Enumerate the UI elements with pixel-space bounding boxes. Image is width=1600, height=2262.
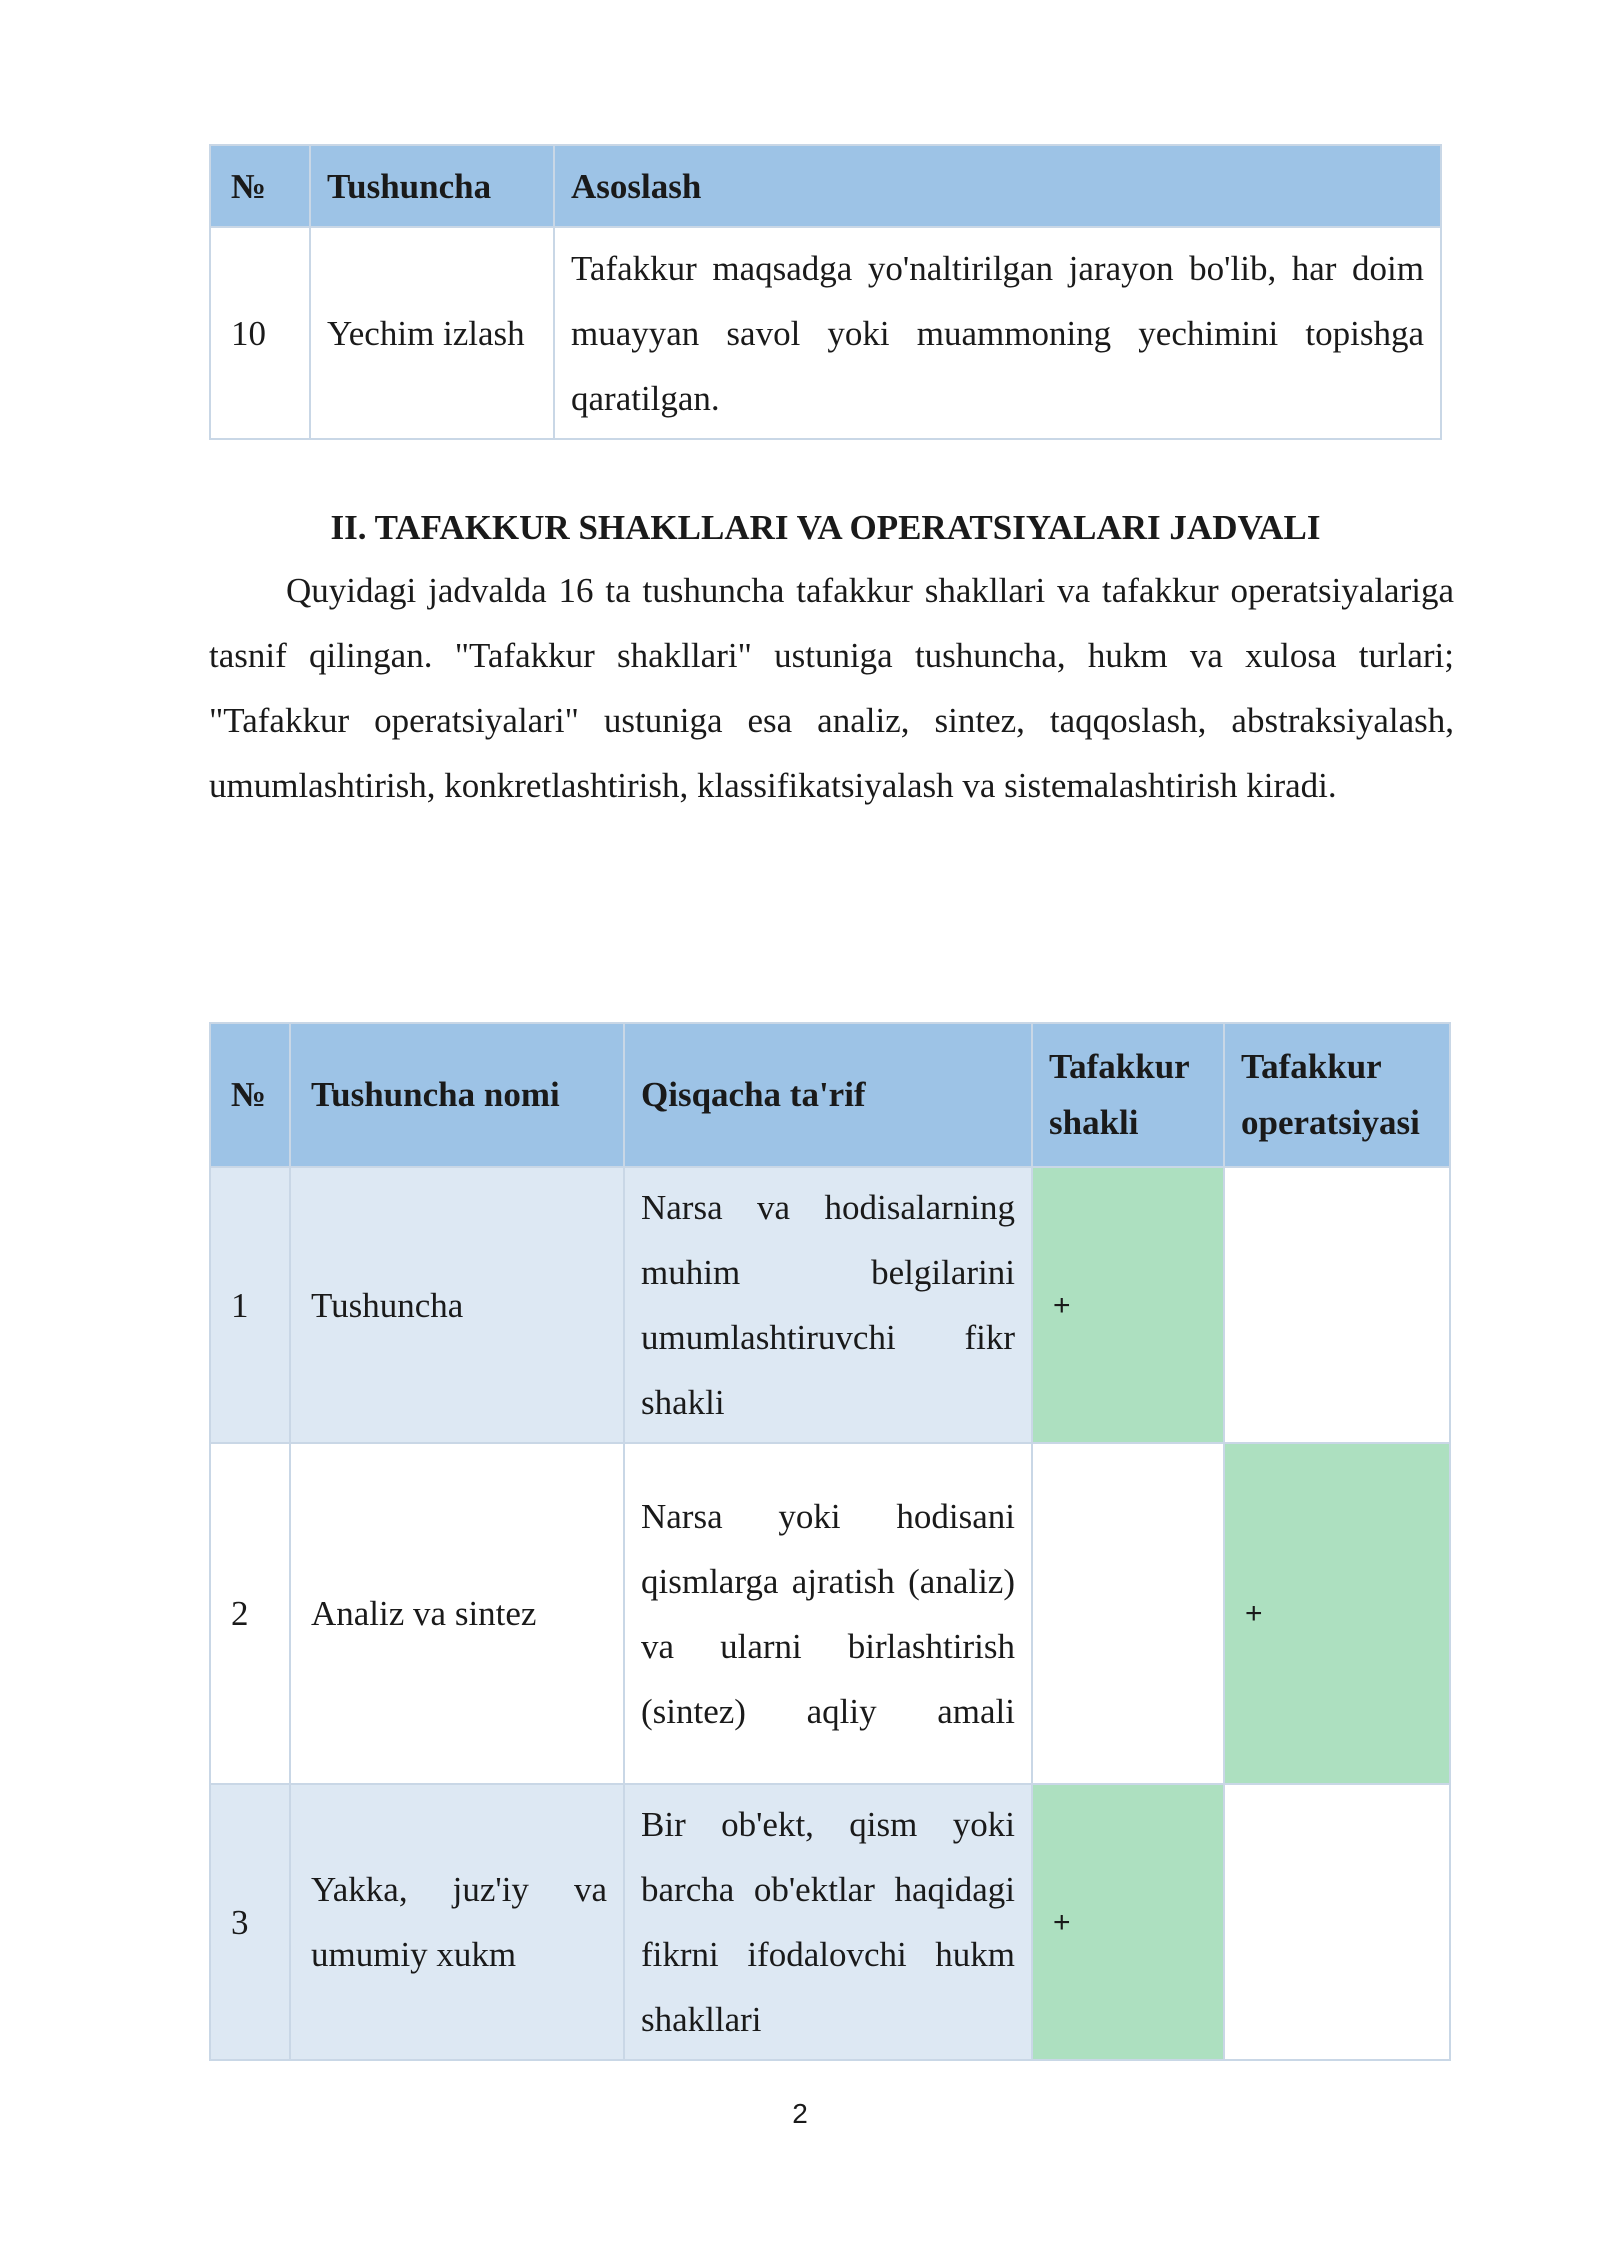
row-number: 3 <box>210 1784 290 2060</box>
column-header-term: Tushuncha <box>310 145 554 227</box>
column-header-justification: Asoslash <box>554 145 1441 227</box>
column-header-concept-name: Tushuncha nomi <box>290 1023 624 1167</box>
row-term: Yechim izlash <box>310 227 554 439</box>
column-header-definition: Qisqacha ta'rif <box>624 1023 1032 1167</box>
table-row <box>210 227 1441 439</box>
row-justification: Tafakkur maqsadga yo'naltirilgan jarayon bo'lib, har doim muayyan savol yoki muammoning yechimini topishga qaratilgan. <box>554 227 1441 439</box>
table-header-row <box>210 145 1441 227</box>
column-header-thinking-form: Tafakkur shakli <box>1032 1023 1224 1167</box>
thinking-forms-table <box>209 1022 1451 2061</box>
page-number: 2 <box>792 2098 808 2129</box>
row-number: 10 <box>210 227 310 439</box>
row-thinking-operation-mark: + <box>1224 1443 1450 1784</box>
row-definition: Bir ob'ekt, qism yoki barcha ob'ektlar haqidagi fikrni ifodalovchi hukm shakllari <box>624 1784 1032 2060</box>
row-concept-name: Tushuncha <box>290 1167 624 1443</box>
row-concept-name: Analiz va sintez <box>290 1443 624 1784</box>
section-heading: II. TAFAKKUR SHAKLLARI VA OPERATSIYALARI JADVALI <box>330 508 1321 547</box>
row-number: 2 <box>210 1443 290 1784</box>
concept-table-continued <box>209 144 1442 440</box>
row-thinking-operation-mark <box>1224 1784 1450 2060</box>
row-definition: Narsa va hodisalarning muhim belgilarini umumlashtiruvchi fikr shakli <box>624 1167 1032 1443</box>
table-header-row <box>210 1023 1450 1167</box>
table-row <box>210 1443 1450 1784</box>
row-concept-name: Yakka, juz'iy va umumiy xukm <box>290 1784 624 2060</box>
row-thinking-operation-mark <box>1224 1167 1450 1443</box>
table-row <box>210 1167 1450 1443</box>
row-definition: Narsa yoki hodisani qismlarga ajratish (analiz) va ularni birlashtirish (sintez) aqliy amali <box>624 1443 1032 1784</box>
row-thinking-form-mark: + <box>1032 1784 1224 2060</box>
section-paragraph: Quyidagi jadvalda 16 ta tushuncha tafakkur shakllari va tafakkur operatsiyalariga tasnif qilingan. "Tafakkur shakllari" ustuniga tushuncha, hukm va xulosa turlari; "Tafakkur operatsiyalari" ustuniga esa analiz, sintez, taqqoslash, abstraksiyalash, umumlashtirish, konkretlashtirish, klassifikatsiyalash va sistemalashtirish kiradi. <box>209 571 1454 805</box>
table-row <box>210 1784 1450 2060</box>
column-header-thinking-operation: Tafakkur operatsiyasi <box>1224 1023 1450 1167</box>
row-number: 1 <box>210 1167 290 1443</box>
column-header-number: № <box>210 145 310 227</box>
row-thinking-form-mark <box>1032 1443 1224 1784</box>
column-header-number: № <box>210 1023 290 1167</box>
row-thinking-form-mark: + <box>1032 1167 1224 1443</box>
